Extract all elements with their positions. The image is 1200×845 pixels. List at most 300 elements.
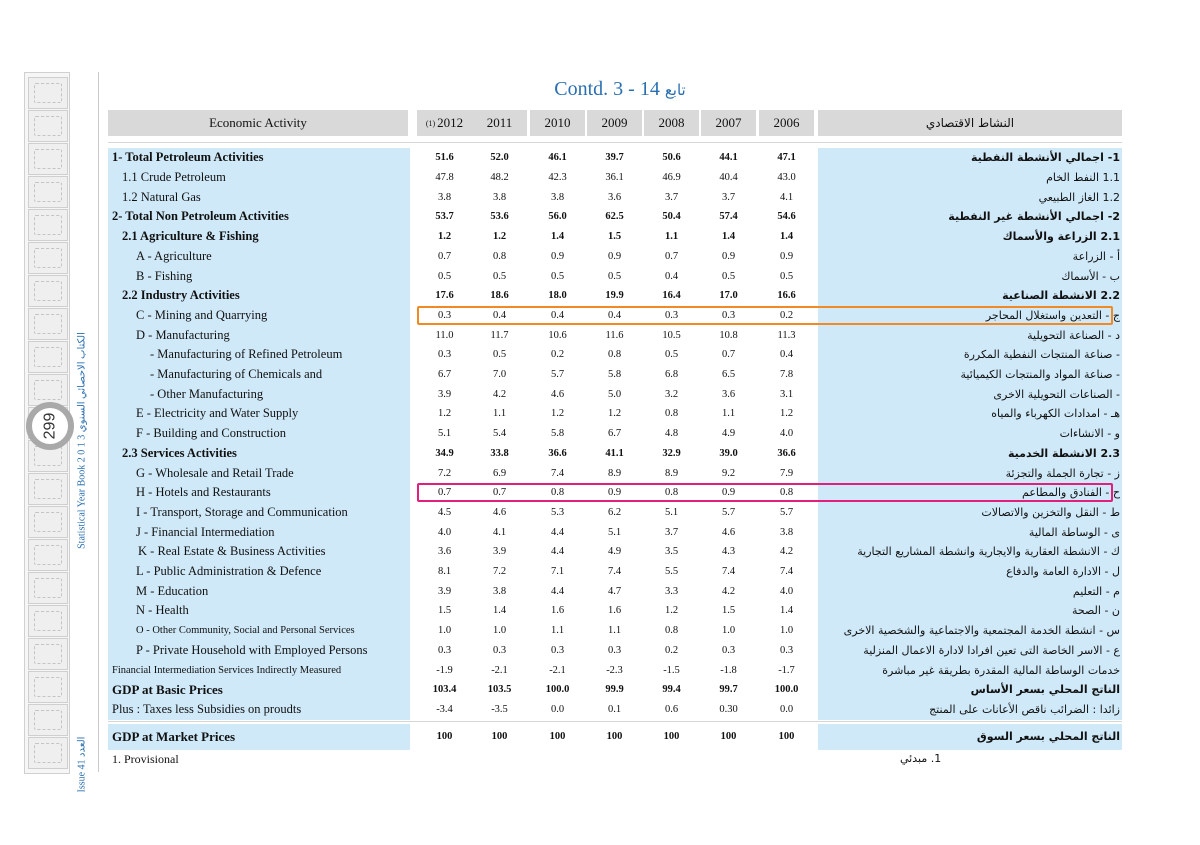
value-cell-2012: -3.4	[436, 703, 453, 715]
value-cell-2010: 5.7	[550, 369, 565, 381]
value-cell-2010: 4.6	[550, 388, 565, 400]
value-cell-2012: 1.2	[437, 408, 452, 420]
value-cell-2011: 0.5	[492, 270, 507, 282]
value-cell-2011: 52.0	[490, 152, 509, 164]
value-cell-2007: 6.5	[721, 369, 736, 381]
value-cell-2007: 0.9	[721, 250, 736, 262]
value-cell-2012: 100	[436, 731, 453, 743]
table-row	[0, 463, 1200, 483]
value-cell-2009: 1.2	[607, 408, 622, 420]
row-label-en: 2.3 Services Activities	[122, 445, 237, 460]
value-cell-2006: 7.4	[779, 566, 794, 578]
value-cell-2011: 0.8	[492, 250, 507, 262]
table-row	[0, 641, 1200, 661]
row-label-ar: 1.1 النفط الخام	[1046, 171, 1120, 185]
value-cell-2010: 10.6	[548, 329, 567, 341]
row-label-ar: ى - الوساطة المالية	[1028, 525, 1120, 539]
value-cell-2006: 4.1	[779, 191, 794, 203]
row-label-en: K - Real Estate & Business Activities	[138, 544, 326, 559]
value-cell-2007: 0.30	[719, 703, 738, 715]
year-header-2011	[472, 110, 527, 136]
value-cell-2011: 0.5	[492, 349, 507, 361]
value-cell-2011: 103.5	[487, 684, 512, 696]
row-label-ar: 2.2 الانشطة الصناعية	[1002, 289, 1120, 303]
row-label-en: M - Education	[136, 583, 209, 598]
value-cell-2006: 4.2	[779, 546, 794, 558]
row-label-ar: - صناعة المنتجات النفطية المكررة	[963, 348, 1120, 362]
value-cell-2009: 1.1	[607, 625, 622, 637]
value-cell-2006: 43.0	[777, 172, 796, 184]
value-cell-2007: 9.2	[721, 467, 736, 479]
value-cell-2008: 0.8	[664, 487, 679, 499]
value-cell-2007: 100	[720, 731, 737, 743]
table-row	[0, 503, 1200, 523]
value-cell-2010: 4.4	[550, 585, 565, 597]
value-cell-2006: 47.1	[777, 152, 796, 164]
value-cell-2009: 0.9	[607, 250, 622, 262]
table-row	[0, 680, 1200, 700]
total-rule	[108, 721, 1122, 722]
value-cell-2010: -2.1	[549, 664, 566, 676]
table-title	[520, 78, 720, 101]
row-label-ar: 2.1 الزراعة والأسماك	[1002, 230, 1120, 244]
value-cell-2006: 7.8	[779, 369, 794, 381]
row-label-en: F - Building and Construction	[136, 426, 286, 441]
row-label-en: P - Private Household with Employed Persons	[136, 642, 368, 657]
value-cell-2012: 47.8	[435, 172, 454, 184]
header-rule	[108, 142, 1122, 143]
value-cell-2012: 34.9	[435, 447, 454, 459]
value-cell-2010: 0.0	[550, 703, 565, 715]
value-cell-2010: 4.4	[550, 546, 565, 558]
highlight-mining-row	[417, 306, 1113, 325]
value-cell-2011: 3.8	[492, 191, 507, 203]
header-economic-activity: Economic Activity	[108, 110, 408, 136]
value-cell-2006: -1.7	[778, 664, 795, 676]
year-header-2010	[530, 110, 585, 136]
value-cell-2012: 8.1	[437, 566, 452, 578]
value-cell-2009: 8.9	[607, 467, 622, 479]
value-cell-2006: 3.1	[779, 388, 794, 400]
value-cell-2007: 4.9	[721, 428, 736, 440]
row-label-ar: ط - النقل والتخزين والاتصالات	[981, 505, 1120, 519]
value-cell-2010: 5.8	[550, 428, 565, 440]
table-row	[0, 325, 1200, 345]
book-title-vertical: Statistical Year Book 2 0 1 3 الكتاب الاحصائي السنوي	[76, 332, 88, 549]
value-cell-2010: 0.4	[550, 309, 565, 321]
value-cell-2006: 0.2	[779, 309, 794, 321]
value-cell-2010: 0.5	[550, 270, 565, 282]
value-cell-2011: 3.9	[492, 546, 507, 558]
value-cell-2012: 4.0	[437, 526, 452, 538]
value-cell-2008: 3.5	[664, 546, 679, 558]
value-cell-2007: 3.6	[721, 388, 736, 400]
row-label-en: B - Fishing	[136, 268, 193, 283]
row-label-ar: ك - الانشطة العقارية والايجارية وانشطة المشاريع التجارية	[857, 545, 1120, 559]
row-label-en: 2.1 Agriculture & Fishing	[122, 229, 259, 244]
row-label-ar: خدمات الوساطة المالية المقدرة بطريقة غير مباشرة	[882, 663, 1120, 677]
value-cell-2009: 0.8	[607, 349, 622, 361]
value-cell-2007: 0.3	[721, 644, 736, 656]
value-cell-2009: 41.1	[605, 447, 624, 459]
value-cell-2007: 3.7	[721, 191, 736, 203]
value-cell-2009: 4.7	[607, 585, 622, 597]
value-cell-2009: 0.3	[607, 644, 622, 656]
row-label-ar: الناتج المحلي بسعر الأساس	[970, 683, 1120, 697]
row-label-ar: د - الصناعة التحويلية	[1027, 328, 1120, 342]
value-cell-2006: 5.7	[779, 506, 794, 518]
row-label-ar: 2.3 الانشطة الخدمية	[1008, 446, 1120, 460]
value-cell-2007: 0.5	[721, 270, 736, 282]
value-cell-2006: 1.2	[779, 408, 794, 420]
table-row	[0, 266, 1200, 286]
value-cell-2006: 7.9	[779, 467, 794, 479]
year-label: 2009	[601, 115, 628, 130]
value-cell-2008: 0.7	[664, 250, 679, 262]
value-cell-2012: 11.0	[435, 329, 454, 341]
row-label-ar: ز - تجارة الجملة والتجزئة	[1005, 466, 1120, 480]
value-cell-2012: 0.5	[437, 270, 452, 282]
value-cell-2011: 48.2	[490, 172, 509, 184]
row-label-ar: زائدا : الضرائب ناقص الأعانات على المنتج	[929, 702, 1120, 716]
value-cell-2012: 1.5	[437, 605, 452, 617]
row-label-ar: الناتج المحلي بسعر السوق	[976, 730, 1120, 744]
row-label-en: G - Wholesale and Retail Trade	[136, 465, 294, 480]
value-cell-2008: 0.8	[664, 408, 679, 420]
value-cell-2012: 3.6	[437, 546, 452, 558]
value-cell-2006: 3.8	[779, 526, 794, 538]
value-cell-2006: 11.3	[777, 329, 796, 341]
value-cell-2007: 0.9	[721, 487, 736, 499]
row-label-ar: 2- اجمالي الأنشطة غير النفطية	[948, 210, 1120, 224]
value-cell-2009: 1.5	[607, 231, 622, 243]
row-label-en: A - Agriculture	[136, 248, 212, 263]
row-label-ar: ج - التعدين واستغلال المحاجر	[985, 308, 1120, 322]
year-label: 2012	[437, 115, 464, 130]
value-cell-2007: 0.7	[721, 349, 736, 361]
value-cell-2006: 0.0	[779, 703, 794, 715]
row-label-ar: س - انشطة الخدمة المجتمعية والاجتماعية والشخصية الاخرى	[843, 624, 1120, 638]
value-cell-2009: 36.1	[605, 172, 624, 184]
value-cell-2006: 4.0	[779, 428, 794, 440]
value-cell-2007: 4.3	[721, 546, 736, 558]
row-label-en: 2- Total Non Petroleum Activities	[112, 209, 289, 224]
value-cell-2008: 0.8	[664, 625, 679, 637]
value-cell-2008: 0.4	[664, 270, 679, 282]
value-cell-2008: 3.7	[664, 191, 679, 203]
value-cell-2009: 0.5	[607, 270, 622, 282]
value-cell-2009: 62.5	[605, 211, 624, 223]
table-row	[0, 581, 1200, 601]
value-cell-2010: 100.0	[545, 684, 570, 696]
table-row	[0, 207, 1200, 227]
value-cell-2006: 1.4	[779, 605, 794, 617]
value-cell-2011: 7.2	[492, 566, 507, 578]
value-cell-2010: 18.0	[548, 290, 567, 302]
table-row	[0, 621, 1200, 641]
value-cell-2008: 50.4	[662, 211, 681, 223]
table-row	[0, 187, 1200, 207]
table-row	[0, 660, 1200, 680]
value-cell-2011: 1.4	[492, 605, 507, 617]
table-row	[0, 286, 1200, 306]
row-label-ar: م - التعليم	[1072, 584, 1120, 598]
value-cell-2011: 53.6	[490, 211, 509, 223]
table-row	[0, 384, 1200, 404]
table-row	[0, 168, 1200, 188]
value-cell-2012: 0.7	[437, 250, 452, 262]
provisional-mark: (1)	[425, 118, 436, 128]
value-cell-2012: 17.6	[435, 290, 454, 302]
value-cell-2008: 6.8	[664, 369, 679, 381]
year-header-2012	[417, 110, 472, 136]
row-label-ar: ح - الفنادق والمطاعم	[1022, 486, 1120, 500]
table-row	[0, 522, 1200, 542]
value-cell-2009: 99.9	[605, 684, 624, 696]
row-label-ar: ب - الأسماك	[1061, 269, 1120, 283]
value-cell-2010: 3.8	[550, 191, 565, 203]
value-cell-2009: 0.9	[607, 487, 622, 499]
year-label: 2008	[658, 115, 685, 130]
value-cell-2008: 1.2	[664, 605, 679, 617]
row-label-ar: أ - الزراعة	[1072, 249, 1120, 263]
value-cell-2011: 0.7	[492, 487, 507, 499]
value-cell-2011: 100	[491, 731, 508, 743]
value-cell-2008: 100	[663, 731, 680, 743]
value-cell-2006: 0.5	[779, 270, 794, 282]
value-cell-2008: 0.2	[664, 644, 679, 656]
value-cell-2008: 0.6	[664, 703, 679, 715]
value-cell-2011: -2.1	[491, 664, 508, 676]
header-arabic-activity: النشاط الاقتصادي	[818, 110, 1122, 136]
value-cell-2011: 33.8	[490, 447, 509, 459]
value-cell-2009: 5.8	[607, 369, 622, 381]
value-cell-2011: 5.4	[492, 428, 507, 440]
value-cell-2009: 3.6	[607, 191, 622, 203]
row-label-en: 1.1 Crude Petroleum	[122, 170, 226, 185]
row-label-en: - Manufacturing of Chemicals and	[150, 367, 323, 382]
value-cell-2011: 6.9	[492, 467, 507, 479]
highlight-hotels-row	[417, 483, 1113, 502]
row-label-en: 1.2 Natural Gas	[122, 189, 201, 204]
value-cell-2008: 3.3	[664, 585, 679, 597]
value-cell-2008: 46.9	[662, 172, 681, 184]
year-label: 2010	[544, 115, 571, 130]
table-row	[0, 148, 1200, 168]
value-cell-2008: 0.5	[664, 349, 679, 361]
value-cell-2010: 42.3	[548, 172, 567, 184]
row-label-en: D - Manufacturing	[136, 327, 230, 342]
value-cell-2008: 3.2	[664, 388, 679, 400]
title-ar: تابع	[664, 81, 686, 99]
value-cell-2012: 3.9	[437, 388, 452, 400]
value-cell-2011: 7.0	[492, 369, 507, 381]
row-label-en: C - Mining and Quarrying	[136, 307, 268, 322]
value-cell-2011: 3.8	[492, 585, 507, 597]
row-label-ar: 1.2 الغاز الطبيعي	[1038, 190, 1120, 204]
issue-label-vertical: Issue 41 العدد	[76, 736, 88, 793]
table-row	[0, 345, 1200, 365]
value-cell-2011: 1.1	[492, 408, 507, 420]
value-cell-2010: 56.0	[548, 211, 567, 223]
value-cell-2007: -1.8	[720, 664, 737, 676]
row-label-en: L - Public Administration & Defence	[136, 564, 322, 579]
value-cell-2012: 0.3	[437, 644, 452, 656]
value-cell-2011: 4.1	[492, 526, 507, 538]
value-cell-2012: 53.7	[435, 211, 454, 223]
value-cell-2009: 6.7	[607, 428, 622, 440]
table-row	[0, 227, 1200, 247]
value-cell-2012: 4.5	[437, 506, 452, 518]
value-cell-2008: 3.7	[664, 526, 679, 538]
value-cell-2006: 4.0	[779, 585, 794, 597]
value-cell-2008: 8.9	[664, 467, 679, 479]
value-cell-2012: 1.2	[437, 231, 452, 243]
value-cell-2007: 0.3	[721, 309, 736, 321]
value-cell-2008: 0.3	[664, 309, 679, 321]
row-label-en: N - Health	[136, 603, 189, 618]
table-row	[0, 727, 1200, 747]
value-cell-2009: 19.9	[605, 290, 624, 302]
value-cell-2012: 3.9	[437, 585, 452, 597]
value-cell-2010: 5.3	[550, 506, 565, 518]
value-cell-2008: 10.5	[662, 329, 681, 341]
year-label: 2011	[486, 115, 513, 130]
value-cell-2011: 11.7	[490, 329, 509, 341]
value-cell-2006: 1.4	[779, 231, 794, 243]
value-cell-2009: 11.6	[605, 329, 624, 341]
value-cell-2010: 0.9	[550, 250, 565, 262]
value-cell-2008: 99.4	[662, 684, 681, 696]
table-row	[0, 424, 1200, 444]
value-cell-2007: 1.0	[721, 625, 736, 637]
value-cell-2009: 5.0	[607, 388, 622, 400]
value-cell-2008: 1.1	[664, 231, 679, 243]
decorative-pattern-tile	[28, 110, 68, 142]
value-cell-2010: 0.3	[550, 644, 565, 656]
value-cell-2007: 7.4	[721, 566, 736, 578]
row-label-en: 1- Total Petroleum Activities	[112, 150, 264, 165]
value-cell-2010: 1.4	[550, 231, 565, 243]
value-cell-2012: 7.2	[437, 467, 452, 479]
row-label-en: - Manufacturing of Refined Petroleum	[150, 347, 343, 362]
value-cell-2007: 4.2	[721, 585, 736, 597]
value-cell-2008: 5.1	[664, 506, 679, 518]
value-cell-2009: 4.9	[607, 546, 622, 558]
year-header-2006	[759, 110, 814, 136]
table-row	[0, 404, 1200, 424]
value-cell-2008: 50.6	[662, 152, 681, 164]
value-cell-2006: 0.8	[779, 487, 794, 499]
value-cell-2007: 99.7	[719, 684, 738, 696]
value-cell-2010: 1.6	[550, 605, 565, 617]
value-cell-2012: 3.8	[437, 191, 452, 203]
row-label-en: - Other Manufacturing	[150, 386, 264, 401]
value-cell-2009: 1.6	[607, 605, 622, 617]
row-label-ar: - صناعة المواد والمنتجات الكيميائية	[960, 368, 1120, 382]
value-cell-2007: 17.0	[719, 290, 738, 302]
value-cell-2012: 51.6	[435, 152, 454, 164]
row-label-ar: هـ - امدادات الكهرباء والمياه	[991, 407, 1120, 421]
row-label-ar: ل - الادارة العامة والدفاع	[1006, 565, 1120, 579]
value-cell-2009: 100	[606, 731, 623, 743]
row-label-ar: - الصناعات التحويلية الاخرى	[993, 387, 1120, 401]
value-cell-2007: 39.0	[719, 447, 738, 459]
table-row	[0, 365, 1200, 385]
value-cell-2011: 1.2	[492, 231, 507, 243]
value-cell-2007: 1.1	[721, 408, 736, 420]
value-cell-2012: -1.9	[436, 664, 453, 676]
row-label-en: I - Transport, Storage and Communication	[136, 504, 348, 519]
value-cell-2009: 5.1	[607, 526, 622, 538]
row-label-en: H - Hotels and Restaurants	[136, 485, 271, 500]
value-cell-2006: 0.9	[779, 250, 794, 262]
value-cell-2010: 1.1	[550, 625, 565, 637]
value-cell-2008: 32.9	[662, 447, 681, 459]
value-cell-2006: 0.4	[779, 349, 794, 361]
value-cell-2010: 0.8	[550, 487, 565, 499]
value-cell-2011: 4.6	[492, 506, 507, 518]
value-cell-2007: 57.4	[719, 211, 738, 223]
value-cell-2006: 36.6	[777, 447, 796, 459]
value-cell-2008: 5.5	[664, 566, 679, 578]
value-cell-2007: 40.4	[719, 172, 738, 184]
value-cell-2006: 100	[778, 731, 795, 743]
year-header-2008	[644, 110, 699, 136]
row-label-en: 2.2 Industry Activities	[122, 288, 240, 303]
table-row	[0, 247, 1200, 267]
year-header-2009	[587, 110, 642, 136]
row-label-en: GDP at Basic Prices	[112, 681, 223, 697]
value-cell-2008: -1.5	[663, 664, 680, 676]
row-label-ar: و - الانشاءات	[1059, 427, 1120, 441]
table-row	[0, 542, 1200, 562]
value-cell-2010: 1.2	[550, 408, 565, 420]
table-row	[0, 601, 1200, 621]
table-row	[0, 444, 1200, 464]
row-label-en: J - Financial Intermediation	[136, 524, 275, 539]
value-cell-2012: 6.7	[437, 369, 452, 381]
value-cell-2006: 100.0	[774, 684, 799, 696]
value-cell-2012: 0.7	[437, 487, 452, 499]
value-cell-2007: 10.8	[719, 329, 738, 341]
value-cell-2006: 16.6	[777, 290, 796, 302]
decorative-pattern-tile	[28, 77, 68, 109]
value-cell-2009: -2.3	[606, 664, 623, 676]
value-cell-2011: 18.6	[490, 290, 509, 302]
row-label-en: GDP at Market Prices	[112, 728, 236, 744]
value-cell-2009: 0.4	[607, 309, 622, 321]
row-label-ar: ع - الاسر الخاصة التى تعين افرادا لادارة الاعمال المنزلية	[863, 643, 1120, 657]
row-label-en: Financial Intermediation Services Indirectly Measured	[112, 664, 342, 676]
value-cell-2010: 100	[549, 731, 566, 743]
value-cell-2011: 0.4	[492, 309, 507, 321]
row-label-ar: 1- اجمالي الأنشطة النفطية	[970, 151, 1120, 165]
value-cell-2007: 5.7	[721, 506, 736, 518]
year-label: 2006	[773, 115, 800, 130]
table-row	[0, 562, 1200, 582]
row-label-en: O - Other Community, Social and Personal Services	[136, 625, 355, 637]
value-cell-2006: 0.3	[779, 644, 794, 656]
row-label-en: E - Electricity and Water Supply	[136, 406, 299, 421]
value-cell-2007: 44.1	[719, 152, 738, 164]
value-cell-2010: 36.6	[548, 447, 567, 459]
value-cell-2009: 7.4	[607, 566, 622, 578]
table-row	[0, 700, 1200, 720]
value-cell-2011: -3.5	[491, 703, 508, 715]
value-cell-2011: 1.0	[492, 625, 507, 637]
value-cell-2010: 4.4	[550, 526, 565, 538]
